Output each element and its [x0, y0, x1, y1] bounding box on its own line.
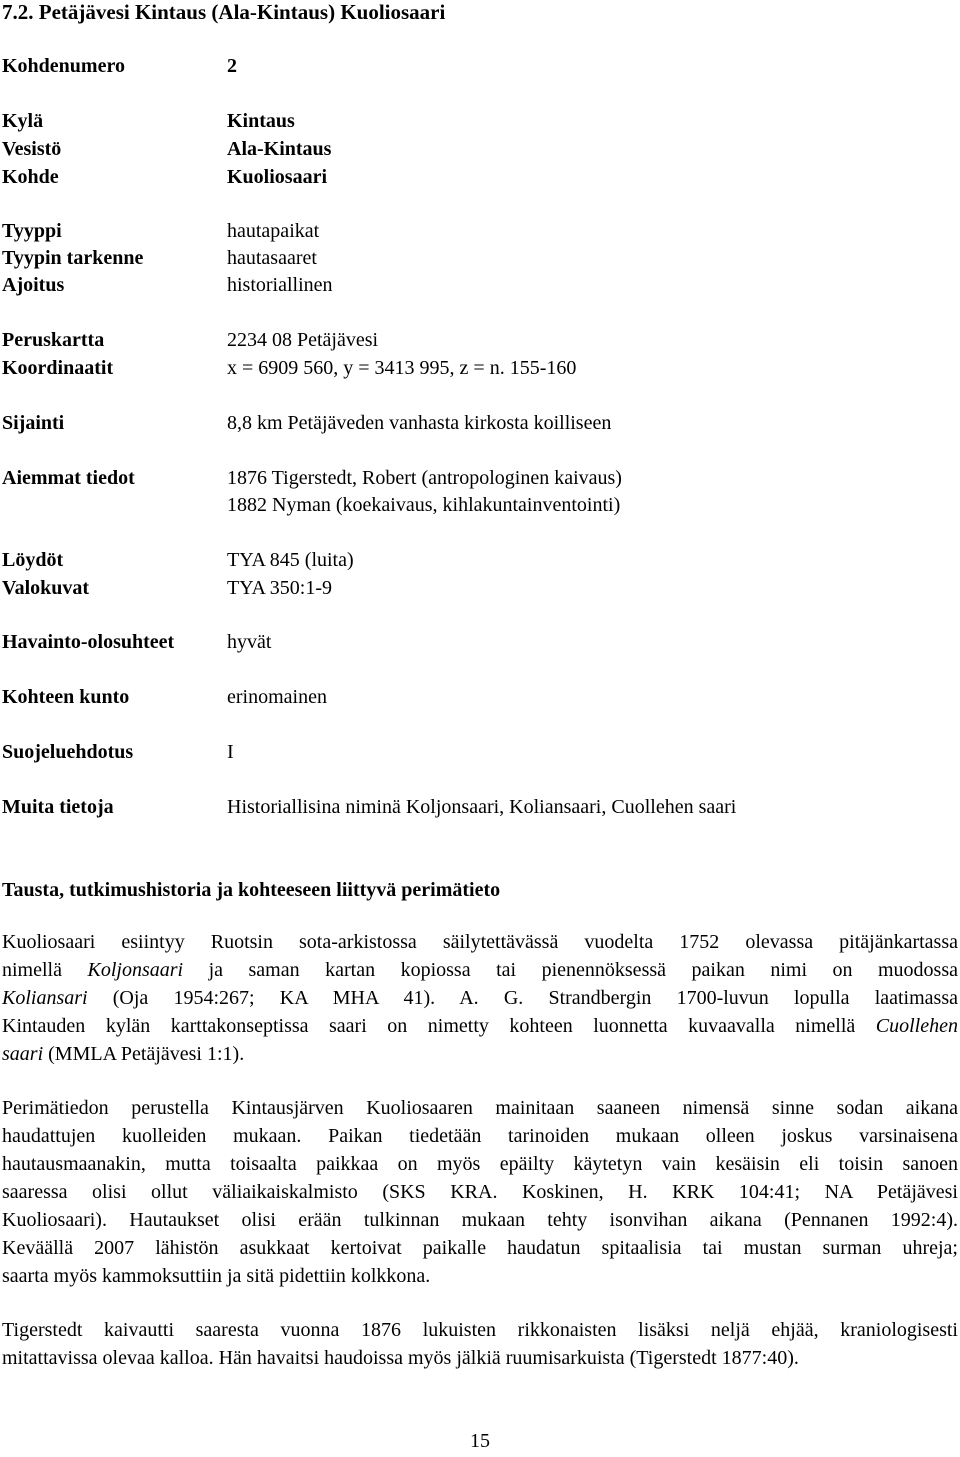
paragraph-line: haudattujen kuolleiden mukaan. Paikan tiedetään tarinoiden mukaan olleen joskus varsinaisena [2, 1125, 958, 1147]
koordinaatit-value: x = 6909 560, y = 3413 995, z = n. 155-160 [227, 357, 577, 379]
vesisto-label: Vesistö [2, 138, 62, 160]
ajoitus-value: historiallinen [227, 274, 333, 296]
paragraph-line: Koliansari (Oja 1954:267; KA MHA 41). A. G. Strandbergin 1700-luvun lopulla laatimassa [2, 987, 958, 1009]
loydot-value: TYA 845 (luita) [227, 549, 354, 571]
kohdenumero-value: 2 [227, 55, 237, 77]
peruskartta-label: Peruskartta [2, 329, 105, 351]
kohdenumero-label: Kohdenumero [2, 55, 125, 77]
valokuvat-value: TYA 350:1-9 [227, 577, 332, 599]
page-number: 15 [470, 1430, 490, 1452]
paragraph-line: Kuoliosaari esiintyy Ruotsin sota-arkistossa säilytettävässä vuodelta 1752 olevassa pitäjänkartassa [2, 931, 958, 953]
kyla-value: Kintaus [227, 110, 295, 132]
paragraph-1 [2, 928, 958, 1068]
ajoitus-label: Ajoitus [2, 274, 65, 296]
aiemmat-tiedot-value-2: 1882 Nyman (koekaivaus, kihlakuntainventointi) [227, 494, 621, 516]
paragraph-line: Keväällä 2007 lähistön asukkaat kertoivat paikalle haudatun spitaalisia tai mustan surman uhreja; [2, 1237, 958, 1259]
paragraph-line: saarta myös kammoksuttiin ja sitä pidettiin kolkkona. [2, 1265, 431, 1287]
paragraph-2 [2, 1094, 958, 1290]
aiemmat-tiedot-value-1: 1876 Tigerstedt, Robert (antropologinen kaivaus) [227, 467, 622, 489]
havainto-olosuhteet-label: Havainto-olosuhteet [2, 631, 175, 653]
paragraph-line: Tigerstedt kaivautti saaresta vuonna 1876 lukuisten rikkonaisten lisäksi neljä ehjää, kraniologisesti [2, 1319, 958, 1341]
kohde-value: Kuoliosaari [227, 166, 328, 188]
valokuvat-label: Valokuvat [2, 577, 90, 599]
muita-tietoja-value: Historiallisina niminä Koljonsaari, Koliansaari, Cuollehen saari [227, 796, 737, 818]
kohde-label: Kohde [2, 166, 59, 188]
paragraph-line: Kuoliosaari). Hautaukset olisi erään tulkinnan mukaan tehty isonvihan aikana (Pennanen 1992:4). [2, 1209, 958, 1231]
vesisto-value: Ala-Kintaus [227, 138, 332, 160]
paragraph-line: saari (MMLA Petäjävesi 1:1). [2, 1043, 245, 1065]
paragraph-3 [2, 1316, 958, 1372]
kohteen-kunto-value: erinomainen [227, 686, 327, 708]
havainto-olosuhteet-value: hyvät [227, 631, 272, 653]
muita-tietoja-label: Muita tietoja [2, 796, 114, 818]
document-title: 7.2. Petäjävesi Kintaus (Ala-Kintaus) Kuoliosaari [2, 0, 446, 24]
tyypin-tarkenne-value: hautasaaret [227, 247, 317, 269]
sijainti-value: 8,8 km Petäjäveden vanhasta kirkosta koilliseen [227, 412, 612, 434]
tyypin-tarkenne-label: Tyypin tarkenne [2, 247, 144, 269]
loydot-label: Löydöt [2, 549, 64, 571]
kyla-label: Kylä [2, 110, 44, 132]
peruskartta-value: 2234 08 Petäjävesi [227, 329, 379, 351]
aiemmat-tiedot-label: Aiemmat tiedot [2, 467, 135, 489]
paragraph-line: saaressa olisi ollut väliaikaiskalmisto (SKS KRA. Koskinen, H. KRK 104:41; NA Petäjävesi [2, 1181, 958, 1203]
sijainti-label: Sijainti [2, 412, 65, 434]
tyyppi-value: hautapaikat [227, 220, 320, 242]
tyyppi-label: Tyyppi [2, 220, 62, 242]
suojeluehdotus-label: Suojeluehdotus [2, 741, 134, 763]
koordinaatit-label: Koordinaatit [2, 357, 114, 379]
paragraph-line: Kintauden kylän karttakonseptissa saari on nimetty kohteen luonnetta kuvaavalla nimellä Cuollehen [2, 1015, 958, 1037]
paragraph-line: mitattavissa olevaa kalloa. Hän havaitsi haudoissa myös jälkiä ruumisarkuista (Tigerstedt 1877:40). [2, 1347, 799, 1369]
paragraph-line: hautausmaanakin, mutta toisaalta paikkaa on myös epäilty käytetyn vain kesäisin eli toisin sanoen [2, 1153, 958, 1175]
paragraph-line: nimellä Koljonsaari ja saman kartan kopiossa tai pienennöksessä paikan nimi on muodossa [2, 959, 959, 981]
paragraph-line: Perimätiedon perustella Kintausjärven Kuoliosaaren mainitaan saaneen nimensä sinne sodan aikana [2, 1097, 958, 1119]
suojeluehdotus-value: I [227, 741, 234, 763]
section-heading: Tausta, tutkimushistoria ja kohteeseen liittyvä perimätieto [2, 879, 501, 901]
kohteen-kunto-label: Kohteen kunto [2, 686, 130, 708]
